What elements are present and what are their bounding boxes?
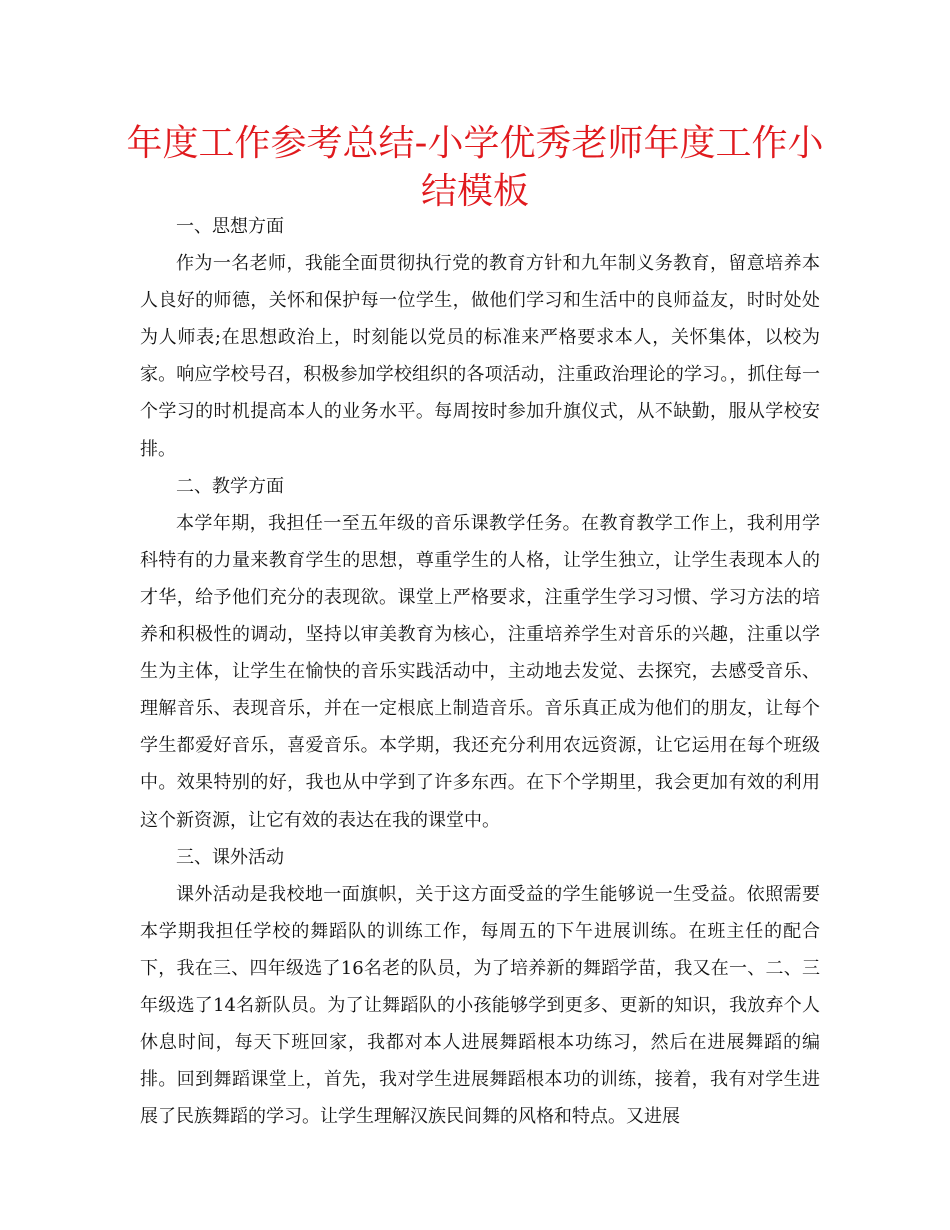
section-paragraph-activities: 课外活动是我校地一面旗帜，关于这方面受益的学生能够说一生受益。依照需要本学期我担任学校的舞蹈队的训练工作，每周五的下午进展训练。在班主任的配合下，我在三、四年级选了16名老的队员，为了培养新的舞蹈学苗，我又在一、二、三年级选了14名新队员。为了让舞蹈队的小孩能够学到更多、更新的知识，我放弃个人休息时间，每天下班回家，我都对本人进展舞蹈根本功练习，然后在进展舞蹈的编排。回到舞蹈课堂上，首先，我对学生进展舞蹈根本功的训练，接着，我有对学生进展了民族舞蹈的学习。让学生理解汉族民间舞的风格和特点。又进展 <box>140 883 820 1128</box>
section-heading-activities: 三、课外活动 <box>176 846 284 868</box>
document-body <box>140 208 820 1135</box>
section-heading-teaching: 二、教学方面 <box>176 475 284 497</box>
section-paragraph-thought: 作为一名老师，我能全面贯彻执行党的教育方针和九年制义务教育，留意培养本人良好的师德，关怀和保护每一位学生，做他们学习和生活中的良师益友，时时处处为人师表;在思想政治上，时刻能以党员的标准来严格要求本人，关怀集体，以校为家。响应学校号召，积极参加学校组织的各项活动，注重政治理论的学习。，抓住每一个学习的时机提高本人的业务水平。每周按时参加升旗仪式，从不缺勤，服从学校安排。 <box>140 253 820 460</box>
section-heading-thought: 一、思想方面 <box>176 216 284 237</box>
section-paragraph-teaching: 本学年期，我担任一至五年级的音乐课教学任务。在教育教学工作上，我利用学科特有的力量来教育学生的思想，尊重学生的人格，让学生独立，让学生表现本人的才华，给予他们充分的表现欲。课堂上严格要求，注重学生学习习惯、学习方法的培养和积极性的调动，坚持以审美教育为核心，注重培养学生对音乐的兴趣，注重以学生为主体，让学生在愉快的音乐实践活动中，主动地去发觉、去探究，去感受音乐、理解音乐、表现音乐，并在一定根底上制造音乐。音乐真正成为他们的朋友，让每个学生都爱好音乐，喜爱音乐。本学期，我还充分利用农远资源，让它运用在每个班级中。效果特别的好，我也从中学到了许多东西。在下个学期里，我会更加有效的利用这个新资源，让它有效的表达在我的课堂中。 <box>140 512 820 831</box>
document-title: 年度工作参考总结-小学优秀老师年度工作小结模板 <box>126 123 824 212</box>
